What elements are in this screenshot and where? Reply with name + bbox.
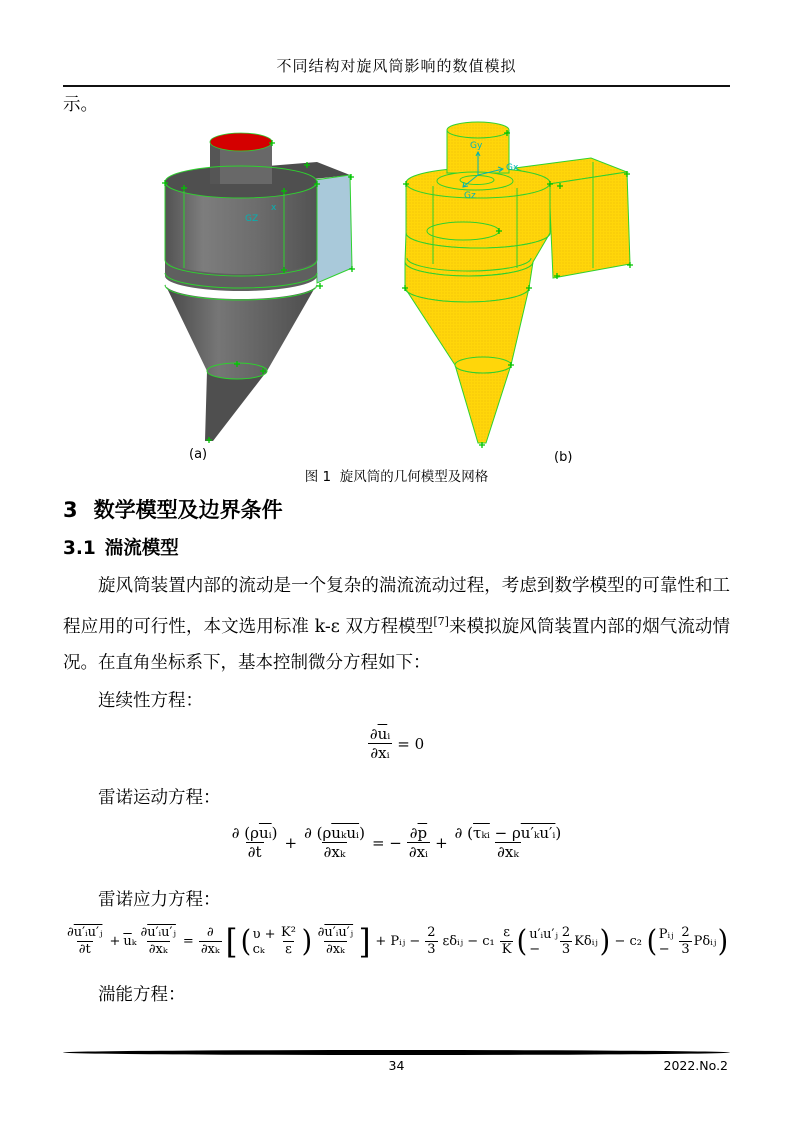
continuity-equation xyxy=(366,725,427,764)
paragraph-part2: 来模拟旋风筒装置内部的烟气流动情况。在直角坐标系下，基本控制微分方程如下： xyxy=(63,616,731,673)
eq-frac xyxy=(560,925,572,959)
figure-b-label: (b) xyxy=(553,450,572,463)
eq-frac-den: 3 xyxy=(427,942,436,958)
eq-frac-den: ε xyxy=(285,942,292,958)
eq-frac-den: K xyxy=(501,942,512,958)
eq-frac-num: ∂u′ᵢu′ⱼ xyxy=(140,925,176,941)
eq-frac-den: ∂xₖ xyxy=(497,843,519,862)
eq-term: Pδᵢⱼ xyxy=(693,934,717,950)
eq-frac-den: ∂xₖ xyxy=(200,942,220,958)
mesh-duct-front xyxy=(549,172,630,278)
eq-paren: ) xyxy=(301,923,313,959)
citation-ref-7: [7] xyxy=(433,615,449,628)
footer xyxy=(63,1058,730,1076)
eq-term: εδᵢⱼ − c₁ xyxy=(442,934,495,950)
eq-paren: ( xyxy=(646,923,658,959)
figure-a-label: (a) xyxy=(188,447,207,462)
eq-frac xyxy=(316,925,355,959)
eq-frac-den: ∂xᵢ xyxy=(370,744,390,763)
reynolds-stress-equation-row xyxy=(63,916,730,968)
reynolds-stress-equation-label: 雷诺应力方程： xyxy=(98,889,221,910)
eq-frac-den: ∂xₖ xyxy=(325,942,345,958)
figure-caption: 图 1 旋风筒的几何模型及网格 xyxy=(304,469,489,485)
section-3-1-title: 湍流模型 xyxy=(104,538,179,559)
eq-term: $\overline{u}_k$ xyxy=(123,934,137,950)
axis-gz-label: GZ xyxy=(244,214,258,224)
section-3-heading xyxy=(63,495,730,525)
mesh-lower-cone xyxy=(455,365,511,443)
eq-operator: = − xyxy=(371,833,402,852)
eq-frac xyxy=(453,824,564,863)
page-number: 34 xyxy=(388,1058,405,1073)
eq-operator: + xyxy=(284,833,298,852)
eq-frac-den: ∂xₖ xyxy=(148,942,168,958)
section-3-1-number: 3.1 xyxy=(63,538,96,559)
eq-frac xyxy=(425,925,437,959)
eq-frac xyxy=(199,925,222,959)
eq-frac-num: 2 xyxy=(561,925,571,941)
eq-term: Pᵢⱼ − xyxy=(658,926,674,957)
eq-frac-num: $\partial\overline{p}$ xyxy=(409,823,428,842)
reynolds-motion-equation-label: 雷诺运动方程： xyxy=(98,787,221,808)
eq-frac-num: K² xyxy=(281,925,296,941)
eq-paren: ) xyxy=(717,923,729,959)
eq-frac-den: 3 xyxy=(561,942,571,958)
eq-frac-den: ∂xᵢ xyxy=(408,843,429,862)
eq-term: υ + cₖ xyxy=(252,926,276,957)
eq-frac-den: ∂t xyxy=(247,843,262,862)
eq-operator: = xyxy=(182,934,194,950)
eq-paren: ( xyxy=(240,923,252,959)
mesh-outlet-top xyxy=(447,122,509,138)
section-3-title: 数学模型及边界条件 xyxy=(93,498,283,522)
eq-paren: ( xyxy=(517,923,528,959)
intro-fragment: 示。 xyxy=(63,95,98,115)
eq-frac xyxy=(302,824,367,863)
eq-frac-num: $\partial\overline{u}ᵢ$ xyxy=(369,724,391,743)
eq-frac-num: ∂ $(\rho\overline{uᵢ})$ xyxy=(231,823,278,842)
outlet-top-red-face xyxy=(210,133,272,151)
eq-term: u′ᵢu′ⱼ − xyxy=(529,926,558,957)
inlet-duct-blue-face xyxy=(315,175,352,283)
issue-number: 2022.No.2 xyxy=(663,1058,728,1073)
eq-frac xyxy=(279,925,298,959)
eq-frac-den: ∂t xyxy=(78,942,91,958)
upper-cone xyxy=(165,284,317,379)
eq-frac xyxy=(407,824,430,863)
eq-operator: + xyxy=(109,934,121,950)
reynolds-stress-equation xyxy=(63,921,730,962)
axis-gz-label-b: Gz xyxy=(463,191,476,201)
eq-term: Kδᵢⱼ xyxy=(574,934,598,950)
body-paragraph xyxy=(63,568,730,681)
eq-bracket: [ xyxy=(225,921,238,962)
axis-x-label: x xyxy=(270,203,276,213)
eq-frac-num: ∂ (ρuₖuᵢ) xyxy=(304,823,365,842)
eq-bracket: ] xyxy=(358,921,371,962)
eq-frac xyxy=(138,925,177,959)
section-3-1-heading xyxy=(63,536,730,562)
lower-cone xyxy=(205,371,267,441)
reynolds-motion-equation xyxy=(228,824,566,863)
axis-gy-label: Gy xyxy=(469,141,482,151)
eq-frac-num: ε xyxy=(503,925,510,941)
paragraph-part1: 旋风筒装置内部的流动是一个复杂的湍流流动过程，考虑到数学模型的可靠性和工程应用的可行性，本文选用标准 k-ε 双方程模型 xyxy=(63,576,730,637)
eq-frac-num: ∂u′ᵢu′ⱼ xyxy=(67,925,103,941)
reynolds-motion-equation-row xyxy=(63,816,730,870)
eq-rhs: = 0 xyxy=(397,734,425,753)
continuity-equation-row xyxy=(63,719,730,769)
eq-frac-den: ∂xₖ xyxy=(323,843,346,862)
eq-frac xyxy=(230,824,280,863)
eq-frac-num: ∂ ($\overline{\tau_kᵢ}$ − ρu′ₖu′ᵢ) xyxy=(454,823,562,842)
running-head-title: 不同结构对旋风筒影响的数值模拟 xyxy=(276,57,517,75)
footer-rule xyxy=(63,1050,730,1055)
eq-frac-num: ∂ xyxy=(206,925,214,941)
header-rule xyxy=(63,85,730,87)
figure-1 xyxy=(63,118,730,463)
axis-gx-label: Gx xyxy=(505,163,518,173)
eq-frac-num: 2 xyxy=(681,925,690,941)
turbulence-energy-equation-label: 湍能方程： xyxy=(98,984,186,1005)
section-3-number: 3 xyxy=(63,498,78,522)
eq-operator: + xyxy=(435,833,448,852)
eq-frac-den: 3 xyxy=(681,942,690,958)
eq-frac xyxy=(500,925,514,959)
eq-frac-num: ∂u′ᵢu′ⱼ xyxy=(317,925,354,941)
eq-frac xyxy=(65,925,104,959)
continuity-equation-label: 连续性方程： xyxy=(98,690,203,711)
eq-frac xyxy=(368,725,392,764)
eq-frac-num: 2 xyxy=(427,925,436,941)
figure-1a-geometry-model xyxy=(147,118,397,463)
figure-1b-mesh-model xyxy=(397,118,647,463)
eq-frac xyxy=(679,925,691,959)
eq-operator: − c₂ xyxy=(614,934,643,950)
eq-paren: ) xyxy=(599,923,610,959)
eq-term: + Pᵢⱼ − xyxy=(375,934,421,950)
